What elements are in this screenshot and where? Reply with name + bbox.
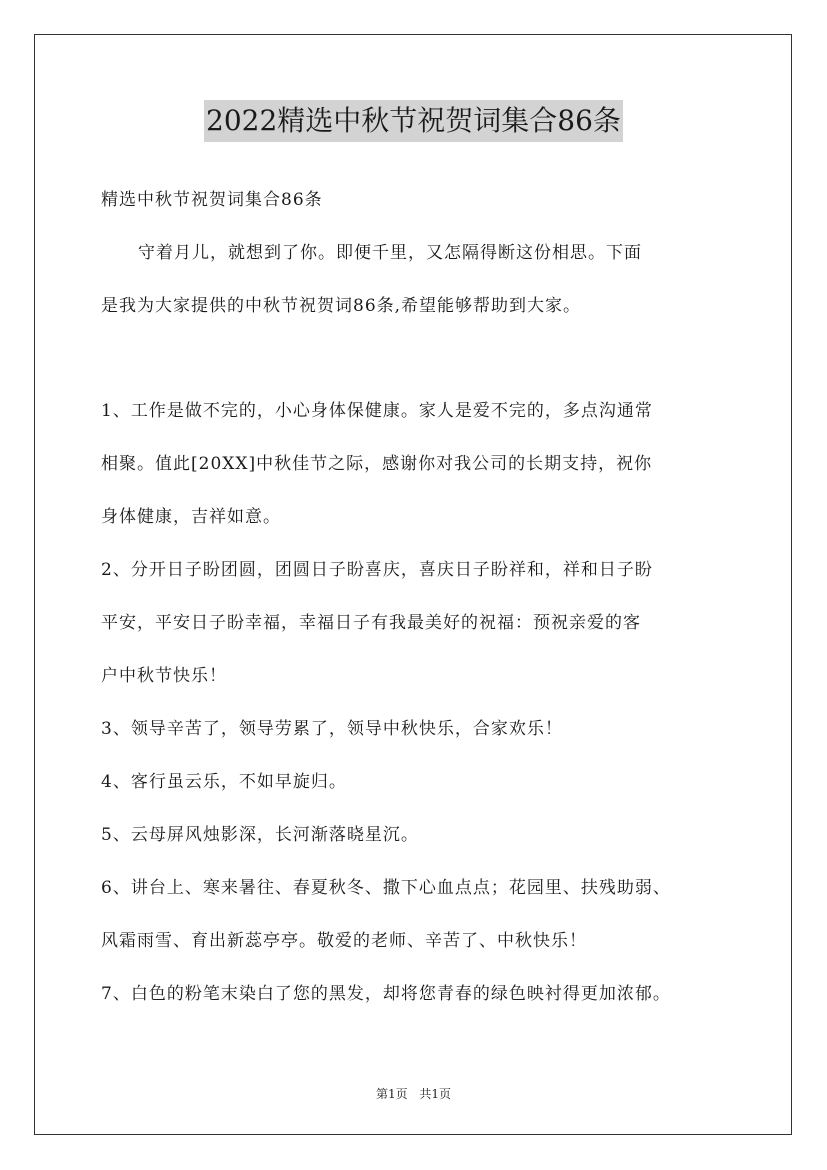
list-item-line: 2、分开日子盼团圆，团圆日子盼喜庆，喜庆日子盼祥和，祥和日子盼 — [101, 560, 653, 580]
intro-paragraph — [101, 227, 727, 333]
page-footer — [0, 1085, 827, 1102]
list-item — [101, 809, 727, 862]
page-number-total: 共1页 — [419, 1087, 452, 1101]
list-item-line: 7、白色的粉笔末染白了您的黑发，却将您青春的绿色映衬得更加浓郁。 — [101, 984, 671, 1004]
list-item-line: 4、客行虽云乐，不如早旋归。 — [101, 772, 347, 792]
list-item-line: 平安，平安日子盼幸福，幸福日子有我最美好的祝福：预祝亲爱的客 — [101, 613, 641, 633]
list-item — [101, 756, 727, 809]
list-item — [101, 862, 727, 968]
document-subtitle: 精选中秋节祝贺词集合86条 — [101, 190, 323, 210]
list-item-line: 6、讲台上、寒来暑往、春夏秋冬、撒下心血点点；花园里、扶残助弱、 — [101, 878, 671, 898]
document-title-block — [0, 100, 827, 142]
intro-line: 是我为大家提供的中秋节祝贺词86条,希望能够帮助到大家。 — [101, 296, 582, 316]
list-item-line: 身体健康，吉祥如意。 — [101, 507, 281, 527]
list-item-line: 5、云母屏风烛影深，长河渐落晓星沉。 — [101, 825, 419, 845]
list-item-line: 3、领导辛苦了，领导劳累了，领导中秋快乐，合家欢乐！ — [101, 719, 563, 739]
intro-line: 守着月儿，就想到了你。即便千里，又怎隔得断这份相思。下面 — [138, 243, 642, 263]
paragraph-gap — [101, 333, 727, 385]
page-number-current: 第1页 — [375, 1087, 408, 1101]
list-item-line: 相聚。值此[20XX]中秋佳节之际，感谢你对我公司的长期支持，祝你 — [101, 454, 653, 474]
list-item-line: 户中秋节快乐！ — [101, 666, 227, 686]
list-item — [101, 544, 727, 703]
list-item — [101, 968, 727, 1021]
list-item — [101, 385, 727, 544]
document-body — [101, 174, 727, 1021]
list-item-line: 风霜雨雪、育出新蕊亭亭。敬爱的老师、辛苦了、中秋快乐！ — [101, 931, 587, 951]
list-item — [101, 703, 727, 756]
document-title: 2022精选中秋节祝贺词集合86条 — [204, 100, 623, 142]
list-item-line: 1、工作是做不完的，小心身体保健康。家人是爱不完的，多点沟通常 — [101, 401, 653, 421]
